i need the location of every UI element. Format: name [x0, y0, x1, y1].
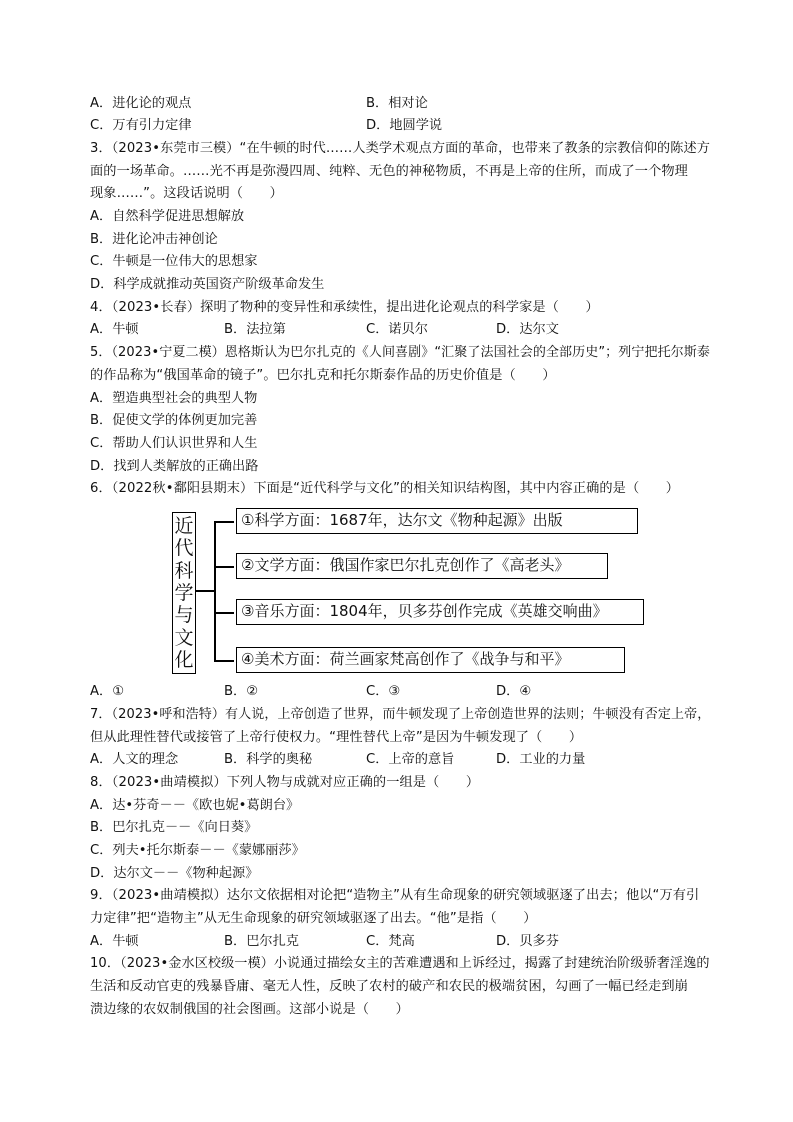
q7-stem-line-2: 但从此理性替代或接管了上帝行使权力。“理性替代上帝”是因为牛顿发现了（ ）: [90, 730, 583, 745]
q9-stem-line-2: 力定律”把“造物主”从无生命现象的研究领域驱逐了出去。“他”是指（ ）: [90, 911, 537, 926]
q4-option-d[interactable]: D．达尔文: [496, 322, 559, 337]
diagram-box-literature: ②文学方面：俄国作家巴尔扎克创作了《高老头》: [236, 553, 608, 579]
q5-option-b[interactable]: B．促使文学的体例更加完善: [90, 413, 258, 428]
q8-option-d[interactable]: D．达尔文－－《物种起源》: [90, 866, 259, 881]
q5-option-d[interactable]: D．找到人类解放的正确出路: [90, 459, 259, 474]
q8-option-b[interactable]: B．巴尔扎克－－《向日葵》: [90, 820, 258, 835]
q9-option-b[interactable]: B．巴尔扎克: [224, 934, 299, 949]
diagram-title-char: 科: [174, 559, 194, 582]
q2-option-d[interactable]: D．地圆学说: [366, 118, 443, 133]
q7-option-a[interactable]: A．人文的理念: [90, 752, 179, 767]
q7-option-b[interactable]: B．科学的奥秘: [224, 752, 313, 767]
diagram-title-char: 近: [174, 515, 194, 538]
q8-stem: 8．（2023•曲靖模拟）下列人物与成就对应正确的一组是（ ）: [90, 775, 480, 790]
diagram-title-char: 学: [174, 581, 194, 604]
diagram-title-char: 文: [174, 626, 194, 649]
diagram-title-char: 代: [174, 537, 194, 560]
q3-stem-line-3: 现象……”。这段话说明（ ）: [90, 186, 283, 201]
diagram-title-char: 化: [174, 648, 194, 671]
q7-option-c[interactable]: C．上帝的意旨: [366, 752, 455, 767]
q10-stem-line-3: 溃边缘的农奴制俄国的社会图画。这部小说是（ ）: [90, 1002, 409, 1017]
q6-option-a[interactable]: A．①: [90, 684, 125, 699]
q2-option-c[interactable]: C．万有引力定律: [90, 118, 192, 133]
diagram-title-vertical: [172, 512, 196, 674]
connector-line: [214, 660, 234, 662]
connector-line: [214, 521, 216, 661]
q3-stem-line-1: 3．（2023•东莞市三模）“在牛顿的时代……人类学术观点方面的革命，也带来了教条的宗教信仰的陈述方: [90, 141, 711, 156]
connector-line: [214, 521, 234, 523]
knowledge-structure-diagram: [172, 510, 647, 676]
diagram-box-science: ①科学方面：1687年，达尔文《物种起源》出版: [236, 508, 638, 534]
q2-option-b[interactable]: B．相对论: [366, 96, 428, 111]
q10-stem-line-1: 10．（2023•金水区校级一模）小说通过描绘女主的苦难遭遇和上诉经过，揭露了封建统治阶级骄奢淫逸的: [90, 956, 710, 971]
q10-stem-line-2: 生活和反动官吏的残暴昏庸、毫无人性，反映了农村的破产和农民的极端贫困，勾画了一幅已经走到崩: [90, 979, 688, 994]
q2-option-a[interactable]: A．进化论的观点: [90, 96, 192, 111]
connector-line: [214, 612, 234, 614]
q9-stem-line-1: 9．（2023•曲靖模拟）达尔文依据相对论把“造物主”从有生命现象的研究领域驱逐了出去；他以“万有引: [90, 888, 700, 903]
q3-option-a[interactable]: A．自然科学促进思想解放: [90, 209, 245, 224]
q9-option-c[interactable]: C．梵高: [366, 934, 415, 949]
q5-option-a[interactable]: A．塑造典型社会的典型人物: [90, 391, 258, 406]
q4-stem: 4．（2023•长春）探明了物种的变异性和承续性，提出进化论观点的科学家是（ ）: [90, 300, 599, 315]
q4-option-c[interactable]: C．诺贝尔: [366, 322, 428, 337]
q6-option-c[interactable]: C．③: [366, 684, 401, 699]
q4-option-b[interactable]: B．法拉第: [224, 322, 286, 337]
diagram-box-art: ④美术方面：荷兰画家梵高创作了《战争与和平》: [236, 647, 625, 673]
q8-option-a[interactable]: A．达•芬奇－－《欧也妮•葛朗台》: [90, 798, 300, 813]
q3-option-c[interactable]: C．牛顿是一位伟大的思想家: [90, 254, 258, 269]
q3-stem-line-2: 面的一场革命。……光不再是弥漫四周、纯粹、无色的神秘物质，不再是上帝的住所，而成了一个物理: [90, 164, 688, 179]
q8-option-c[interactable]: C．列夫•托尔斯泰－－《蒙娜丽莎》: [90, 843, 305, 858]
q7-option-d[interactable]: D．工业的力量: [496, 752, 586, 767]
q5-option-c[interactable]: C．帮助人们认识世界和人生: [90, 436, 258, 451]
q7-stem-line-1: 7．（2023•呼和浩特）有人说，上帝创造了世界，而牛顿发现了上帝创造世界的法则；牛顿没有否定上帝，: [90, 707, 711, 722]
q3-option-d[interactable]: D．科学成就推动英国资产阶级革命发生: [90, 277, 325, 292]
q6-stem: 6．（2022秋•鄱阳县期末）下面是“近代科学与文化”的相关知识结构图，其中内容正确的是（ ）: [90, 481, 680, 496]
diagram-title-char: 与: [174, 604, 194, 627]
q6-option-b[interactable]: B．②: [224, 684, 259, 699]
q9-option-d[interactable]: D．贝多芬: [496, 934, 559, 949]
q4-option-a[interactable]: A．牛顿: [90, 322, 139, 337]
q9-option-a[interactable]: A．牛顿: [90, 934, 139, 949]
q3-option-b[interactable]: B．进化论冲击神创论: [90, 232, 218, 247]
q5-stem-line-1: 5．（2023•宁夏二模）恩格斯认为巴尔扎克的《人间喜剧》“汇聚了法国社会的全部历史”；列宁把托尔斯泰: [90, 345, 710, 360]
connector-line: [214, 566, 234, 568]
q6-option-d[interactable]: D．④: [496, 684, 532, 699]
connector-line: [196, 590, 214, 592]
q5-stem-line-2: 的作品称为“俄国革命的镜子”。巴尔扎克和托尔斯泰作品的历史价值是（ ）: [90, 368, 556, 383]
diagram-box-music: ③音乐方面：1804年，贝多芬创作完成《英雄交响曲》: [236, 599, 644, 625]
